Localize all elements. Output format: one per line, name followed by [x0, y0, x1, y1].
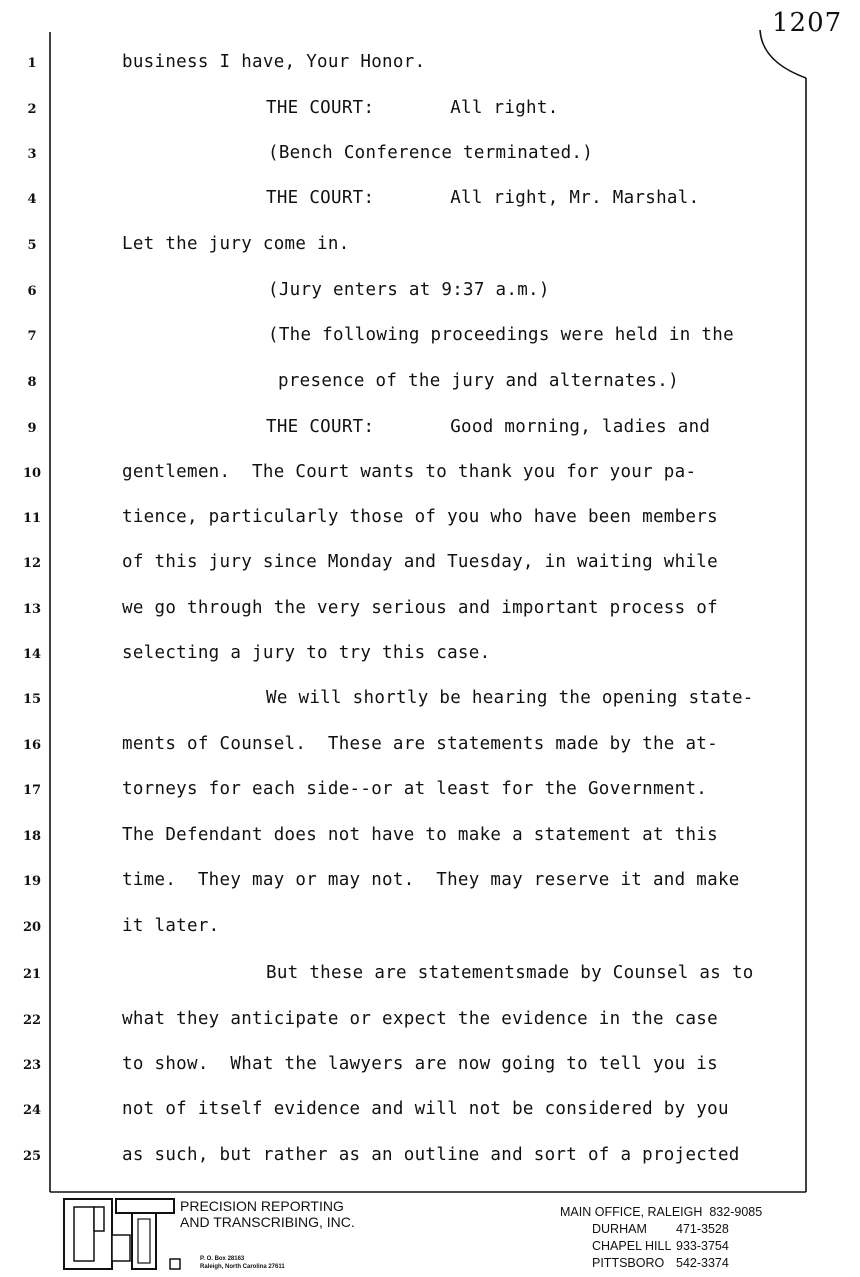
- logo-text: P&T: [62, 1197, 64, 1198]
- line-number: 8: [27, 375, 37, 390]
- transcript-line: THE COURT: All right, Mr. Marshal.: [266, 188, 700, 208]
- line-number: 17: [22, 783, 42, 798]
- line-number: 24: [22, 1103, 42, 1118]
- line-number: 13: [22, 602, 42, 617]
- office-phone: 542-3374: [676, 1256, 729, 1270]
- page-number: 1207: [772, 8, 843, 38]
- line-number: 12: [22, 556, 42, 571]
- transcript-line: we go through the very serious and important process of: [122, 598, 718, 618]
- transcript-line: it later.: [122, 916, 220, 936]
- transcript-line: as such, but rather as an outline and sort of a projected: [122, 1145, 740, 1165]
- line-number: 4: [27, 192, 37, 207]
- office-pittsboro: [592, 1255, 729, 1272]
- line-number: 11: [22, 511, 42, 526]
- line-number: 10: [22, 466, 42, 481]
- transcript-line: The Defendant does not have to make a statement at this: [122, 825, 718, 845]
- office-phone: 471-3528: [676, 1222, 729, 1236]
- transcript-line: to show. What the lawyers are now going to tell you is: [122, 1054, 718, 1074]
- line-number: 25: [22, 1149, 42, 1164]
- line-number: 23: [22, 1058, 42, 1073]
- transcript-line: not of itself evidence and will not be considered by you: [122, 1099, 729, 1119]
- office-phone: 933-3754: [676, 1239, 729, 1253]
- firm-city: Raleigh, North Carolina 27611: [200, 1264, 285, 1270]
- line-number: 3: [27, 147, 37, 162]
- transcript-line: THE COURT: Good morning, ladies and: [266, 417, 711, 437]
- office-name: CHAPEL HILL: [592, 1239, 672, 1253]
- transcript-line: ments of Counsel. These are statements made by the at-: [122, 734, 718, 754]
- line-number: 9: [27, 421, 37, 436]
- office-phone: 832-9085: [709, 1205, 763, 1219]
- office-durham: [592, 1221, 729, 1238]
- firm-name-line1: PRECISION REPORTING: [180, 1198, 344, 1214]
- po-box: P. O. Box 28163: [200, 1256, 245, 1262]
- line-number: 20: [22, 920, 42, 935]
- office-name: DURHAM: [592, 1222, 647, 1236]
- firm-logo: [62, 1197, 182, 1273]
- corner-curl: [760, 30, 806, 78]
- transcript-line: of this jury since Monday and Tuesday, in waiting while: [122, 552, 718, 572]
- line-number: 15: [22, 692, 42, 707]
- transcript-line: torneys for each side--or at least for the Government.: [122, 779, 708, 799]
- transcript-line: Let the jury come in.: [122, 234, 350, 254]
- line-number: 5: [27, 238, 37, 253]
- transcript-line: (Jury enters at 9:37 a.m.): [268, 280, 550, 300]
- line-number: 7: [27, 329, 37, 344]
- office-chapel-hill: [592, 1238, 729, 1255]
- transcript-line: (The following proceedings were held in the: [268, 325, 734, 345]
- transcript-line: tience, particularly those of you who have been members: [122, 507, 718, 527]
- firm-name-line2: AND TRANSCRIBING, INC.: [180, 1214, 355, 1230]
- line-number: 19: [22, 874, 42, 889]
- firm-address: [200, 1255, 285, 1271]
- line-number: 22: [22, 1013, 42, 1028]
- line-number: 16: [22, 738, 42, 753]
- transcript-line: time. They may or may not. They may reserve it and make: [122, 870, 740, 890]
- transcript-line: gentlemen. The Court wants to thank you for your pa-: [122, 462, 697, 482]
- transcript-line: selecting a jury to try this case.: [122, 643, 491, 663]
- office-main: [560, 1204, 762, 1221]
- transcript-line: THE COURT: All right.: [266, 98, 559, 118]
- transcript-line: what they anticipate or expect the evidence in the case: [122, 1009, 718, 1029]
- line-number: 1: [27, 56, 37, 71]
- line-number: 6: [27, 284, 37, 299]
- firm-name: [180, 1198, 355, 1230]
- transcript-line: We will shortly be hearing the opening state-: [266, 688, 754, 708]
- transcript-line: presence of the jury and alternates.): [278, 371, 679, 391]
- line-number: 14: [22, 647, 42, 662]
- line-number: 2: [27, 102, 37, 117]
- line-number: 18: [22, 829, 42, 844]
- office-name: PITTSBORO: [592, 1256, 665, 1270]
- office-name: MAIN OFFICE, RALEIGH: [560, 1205, 703, 1219]
- transcript-line: But these are statementsmade by Counsel as to: [266, 963, 754, 983]
- line-number: 21: [22, 967, 42, 982]
- transcript-line: business I have, Your Honor.: [122, 52, 426, 72]
- transcript-line: (Bench Conference terminated.): [268, 143, 594, 163]
